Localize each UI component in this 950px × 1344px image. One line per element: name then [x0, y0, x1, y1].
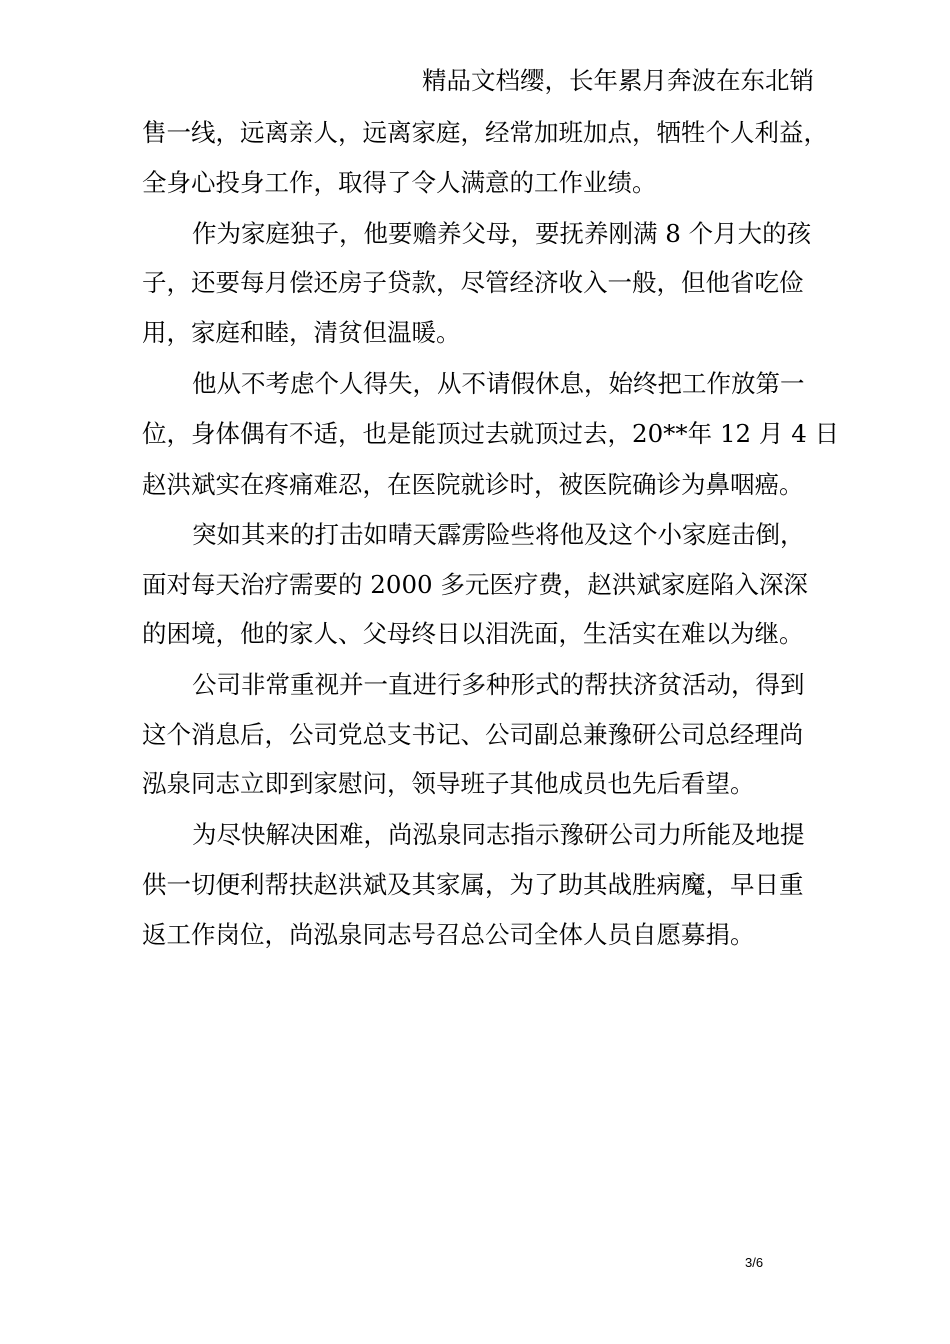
text-line: 返工作岗位，尚泓泉同志号召总公司全体人员自愿募捐。 — [142, 920, 755, 949]
text-line: 这个消息后，公司党总支书记、公司副总兼豫研公司总经理尚 — [142, 720, 804, 749]
text-line: 作为家庭独子，他要赡养父母，要抚养刚满 8 个月大的孩 — [192, 219, 812, 248]
text-line: 位，身体偶有不适，也是能顶过去就顶过去，20**年 12 月 4 日 — [142, 419, 840, 448]
text-line: 供一切便利帮扶赵洪斌及其家属，为了助其战胜病魔，早日重 — [142, 870, 804, 899]
text-line: 全身心投身工作，取得了令人满意的工作业绩。 — [142, 168, 657, 197]
text-line: 泓泉同志立即到家慰问，领导班子其他成员也先后看望。 — [142, 769, 755, 798]
text-line: 面对每天治疗需要的 2000 多元医疗费，赵洪斌家庭陷入深深 — [142, 570, 808, 599]
text-line: 的困境，他的家人、父母终日以泪洗面，生活实在难以为继。 — [142, 619, 804, 648]
text-line: 为尽快解决困难，尚泓泉同志指示豫研公司力所能及地提 — [192, 820, 805, 849]
page-number: 3/6 — [745, 1255, 764, 1270]
text-line: 用，家庭和睦，清贫但温暖。 — [142, 318, 461, 347]
text-line: 突如其来的打击如晴天霹雳险些将他及这个小家庭击倒， — [192, 520, 805, 549]
text-line: 子，还要每月偿还房子贷款，尽管经济收入一般，但他省吃俭 — [142, 268, 804, 297]
text-line: 售一线，远离亲人，远离家庭，经常加班加点，牺牲个人利益， — [142, 118, 828, 147]
text-line: 赵洪斌实在疼痛难忍，在医院就诊时，被医院确诊为鼻咽癌。 — [142, 470, 804, 499]
header-line: 精品文档缨，长年累月奔波在东北销 — [422, 66, 814, 95]
text-line: 公司非常重视并一直进行多种形式的帮扶济贫活动，得到 — [192, 670, 805, 699]
text-line: 他从不考虑个人得失，从不请假休息，始终把工作放第一 — [192, 369, 805, 398]
